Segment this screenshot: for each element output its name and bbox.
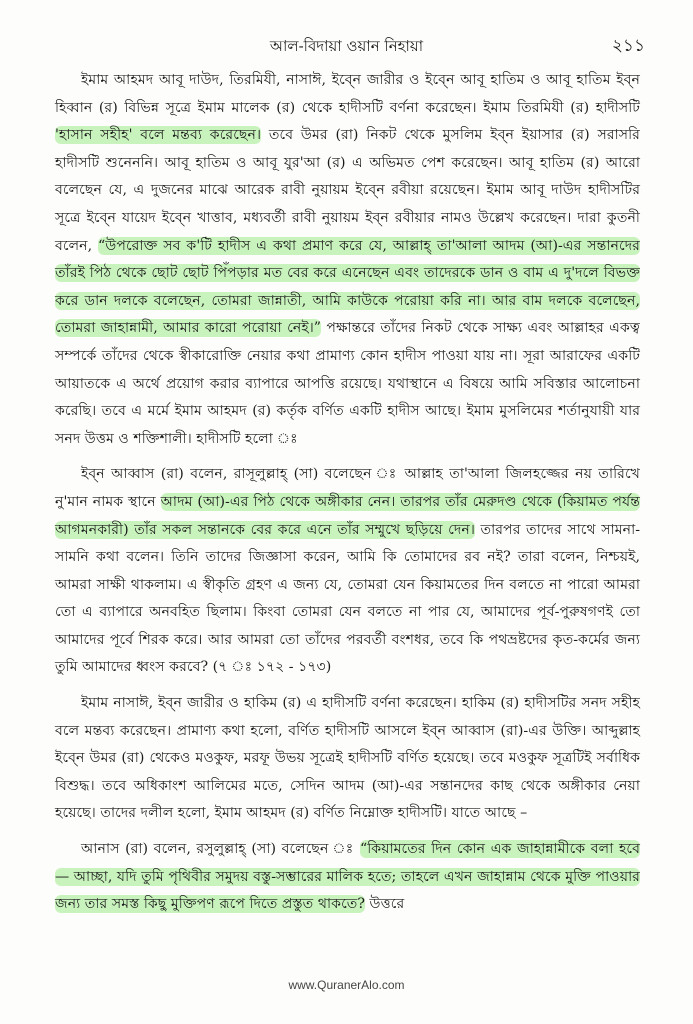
page-number: ২১১ <box>611 36 645 56</box>
text-segment: তারপর তাদের সাথে সামনা-সামনি কথা বলেন। তিনি তাদের জিজ্ঞাসা করেন, আমি কি তোমাদের রব নই? তারা বলেন, নিশ্চয়ই, আমরা সাক্ষী থাকলাম। এ স্বীকৃতি গ্রহণ এ জন্য যে, তোমরা যেন কিয়ামতের দিন বলতে না পারো আমরা তো এ ব্যাপারে অনবহিত ছিলাম। কিংবা তোমরা যেন বলতে না পার যে, আমাদের পূর্ব-পুরুষগণই তো আমাদের পূর্বে শিরক করে। আর আমরা তো তাঁদের পরবর্তী বংশধর, তবে কি পথভ্রষ্টদের কৃত-কর্মের জন্য তুমি আমাদের ধ্বংস করবে? (৭ ঃ ১৭২ - ১৭৩) <box>55 521 640 676</box>
paragraph-2 <box>55 461 640 682</box>
paragraph-1 <box>55 67 640 453</box>
highlighted-text: “উপরোক্ত সব ক'টি হাদীস এ কথা প্রমাণ করে যে, আল্লাহ্ তা'আলা আদম (আ)-এর সন্তানদের তাঁরই পিঠ থেকে ছোট ছোট পিঁপড়ার মত বের করে এনেছেন এবং তাদেরকে ডান ও বাম এ দু'দলে বিভক্ত করে ডান দলকে বলেছেন, তোমরা জান্নাতী, আমি কাউকে পরোয়া করি না। আর বাম দলকে বলেছেন, তোমরা জাহান্নামী, আমার কারো পরোয়া নেই।” <box>55 237 640 337</box>
text-segment: ইব্ন আব্বাস (রা) বলেন, রাসূলুল্লাহ্ (সা) বলেছেন ঃ আল্লাহ তা'আলা জিলহজ্জের নয় তারিখে নু'মান নামক স্থানে <box>55 466 640 510</box>
text-segment: ইমাম আহমদ আবূ দাউদ, তিরমিযী, নাসাঈ, ইব্নে জারীর ও ইব্নে আবূ হাতিম ও আবূ হাতিম ইব্ন হিব্বান (র) বিভিন্ন সূত্রে ইমাম মালেক (র) থেকে হাদীসটি বর্ণনা করেছেন। ইমাম তিরমিযী (র) হাদীসটি <box>55 72 640 116</box>
highlighted-text: 'হাসান সহীহ' বলে মন্তব্য করেছেন। <box>55 127 262 144</box>
paragraph-3 <box>55 690 640 828</box>
text-segment: আনাস (রা) বলেন, রসুলুল্লাহ্ (সা) বলেছেন ঃ <box>81 841 360 858</box>
text-segment: উত্তরে <box>365 896 405 913</box>
page-header <box>40 34 653 58</box>
website-footer: www.QuranerAlo.com <box>288 978 405 992</box>
text-segment: তবে উমর (রা) নিকট থেকে মুসলিম ইব্ন ইয়াসার (র) সরাসরি হাদীসটি শুনেননি। আবূ হাতিম ও আবূ যুর'আ (র) এ অভিমত পেশ করেছেন। আবূ হাতিম (র) আরো বলেছেন যে, এ দুজনের মাঝে আরেক রাবী নুয়ায়ম ইব্নে রবীয়া রয়েছেন। ইমাম আবূ দাউদ হাদীসটির সূত্রে ইব্নে যায়েদ ইব্নে খাত্তাব, মধ্যবর্তী রাবী নুয়ায়ম ইব্ন রবীয়ার নামও উল্লেখ করেছেন। দারা কুতনী বলেন, <box>55 127 640 254</box>
highlighted-text: “কিয়ামতের দিন কোন এক জাহান্নামীকে বলা হবে— আচ্ছা, যদি তুমি পৃথিবীর সমুদয় বস্তু-সম্ভারের মালিক হতে; তাহলে এখন জাহান্নাম থেকে মুক্তি পাওয়ার জন্য তার সমস্ত কিছু মুক্তিপণ রূপে দিতে প্রস্তুত থাকতে? <box>55 841 641 913</box>
paragraph-4 <box>55 836 640 919</box>
page-body <box>55 67 640 927</box>
text-segment: পক্ষান্তরে তাঁদের নিকট থেকে সাক্ষ্য এবং আল্লাহর একত্ব সম্পর্কে তাঁদের থেকে স্বীকারোক্তি নেয়ার কথা প্রামাণ্য কোন হাদীস পাওয়া যায় না। সূরা আরাফের একটি আয়াতকে এ অর্থে প্রয়োগ করার ব্যাপারে আপত্তি রয়েছে। যথাস্থানে এ বিষয়ে আমি সবিস্তার আলোচনা করেছি। তবে এ মর্মে ইমাম আহমদ (র) কর্তৃক বর্ণিত একটি হাদীস আছে। ইমাম মুসলিমের শর্তানুযায়ী যার সনদ উত্তম ও শক্তিশালী। হাদীসটি হলো ঃ <box>55 320 640 447</box>
highlighted-text: আদম (আ)-এর পিঠ থেকে অঙ্গীকার নেন। তারপর তাঁর মেরুদণ্ড থেকে (কিয়ামত পর্যন্ত আগমনকারী) তাঁর সকল সন্তানকে বের করে এনে তাঁর সম্মুখে ছড়িয়ে দেন। <box>55 493 641 538</box>
text-segment: ইমাম নাসাঈ, ইব্ন জারীর ও হাকিম (র) এ হাদীসটি বর্ণনা করেছেন। হাকিম (র) হাদীসটির সনদ সহীহ বলে মন্তব্য করেছেন। প্রামাণ্য কথা হলো, বর্ণিত হাদীসটি আসলে ইব্ন আব্বাস (রা)-এর উক্তি। আব্দুল্লাহ ইব্নে উমর (রা) থেকেও মওকুফ, মরফূ উভয় সূত্রেই হাদীসটি বর্ণিত হয়েছে। তবে মওকুফ সূত্রটিই সর্বাধিক বিশুদ্ধ। তবে অধিকাংশ আলিমের মতে, সেদিন আদম (আ)-এর সন্তানদের কাছ থেকে অঙ্গীকার নেয়া হয়েছে। তাদের দলীল হলো, ইমাম আহমদ (র) বর্ণিত নিম্নোক্ত হাদীসটি। যাতে আছে – <box>55 695 640 822</box>
running-title: আল-বিদায়া ওয়ান নিহায়া <box>269 37 424 55</box>
